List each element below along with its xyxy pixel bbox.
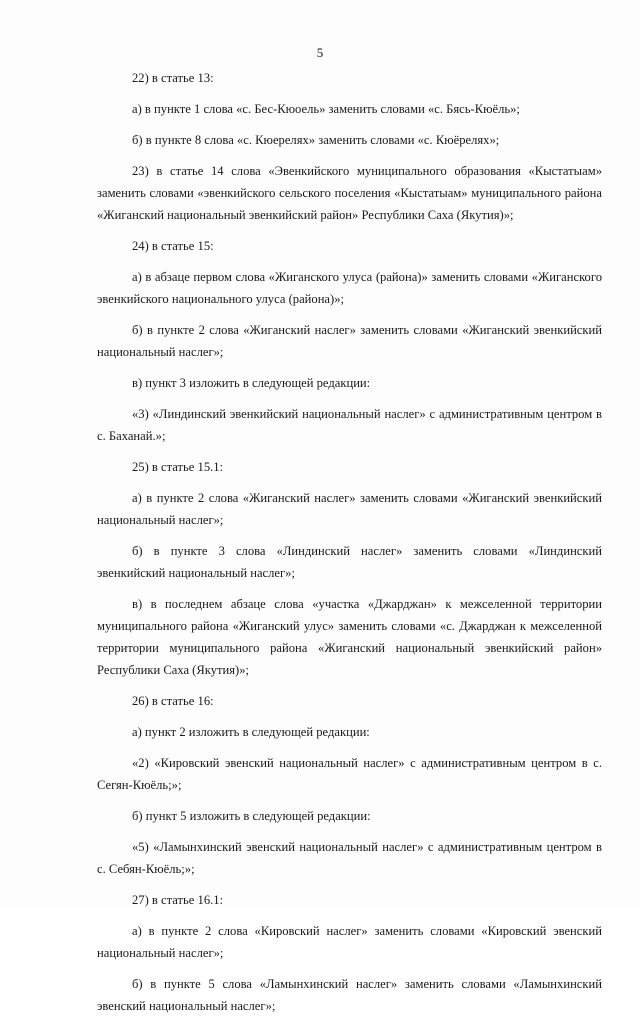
paragraph: в) пункт 3 изложить в следующей редакции: [132, 376, 371, 390]
paragraph: б) в пункте 3 слова «Линдинский наслег» заменить словами «Линдинский эвенкийский национальный наслег»; [97, 544, 602, 580]
paragraph: «3) «Линдинский эвенкийский национальный наслег» с административным центром в с. Баханай.»; [97, 407, 602, 443]
paragraph: б) в пункте 5 слова «Ламынхинский наслег» заменить словами «Ламынхинский эвенский национальный наслег»; [97, 977, 602, 1013]
paragraph: «5) «Ламынхинский эвенский национальный наслег» с административным центром в с. Себян-Кюёль;»; [97, 840, 602, 876]
paragraph: а) в пункте 1 слова «с. Бес-Кюоель» заменить словами «с. Бясь-Кюёль»; [132, 102, 520, 116]
paragraph: а) в абзаце первом слова «Жиганского улуса (района)» заменить словами «Жиганского эвенкийского национального улуса (района)»; [97, 270, 602, 306]
paragraph: а) в пункте 2 слова «Жиганский наслег» заменить словами «Жиганский эвенкийский национальный наслег»; [97, 491, 602, 527]
paragraph: 23) в статье 14 слова «Эвенкийского муниципального образования «Кыстатыам» заменить словами «эвенкийского сельского поселения «Кыстатыам» муниципального района «Жиганский национальный эвенкийский район» Республики Саха (Якутия)»; [97, 164, 602, 222]
paragraph: 24) в статье 15: [132, 239, 214, 253]
paragraph: б) в пункте 8 слова «с. Кюерелях» заменить словами «с. Кюёрелях»; [132, 133, 500, 147]
paragraph: б) пункт 5 изложить в следующей редакции: [132, 809, 371, 823]
page-number: 5 [316, 45, 324, 60]
paragraph: б) в пункте 2 слова «Жиганский наслег» заменить словами «Жиганский эвенкийский национальный наслег»; [97, 323, 602, 359]
paragraph: 25) в статье 15.1: [132, 460, 224, 474]
paragraph: а) пункт 2 изложить в следующей редакции: [132, 725, 370, 739]
document-body [97, 67, 602, 1017]
paragraph: в) в последнем абзаце слова «участка «Джарджан» к межселенной территории муниципального района «Жиганский улус» заменить словами «с. Джарджан к межселенной территории муниципального района «Жиганский национальный эвенкийский район» Республики Саха (Якутия)»; [97, 597, 602, 677]
paragraph: 22) в статье 13: [132, 71, 214, 85]
paragraph: 27) в статье 16.1: [132, 893, 224, 907]
paragraph: 26) в статье 16: [132, 694, 214, 708]
paragraph: «2) «Кировский эвенский национальный наслег» с административным центром в с. Сегян-Кюёль;»; [97, 756, 602, 792]
paragraph: а) в пункте 2 слова «Кировский наслег» заменить словами «Кировский эвенский национальный наслег»; [97, 924, 602, 960]
